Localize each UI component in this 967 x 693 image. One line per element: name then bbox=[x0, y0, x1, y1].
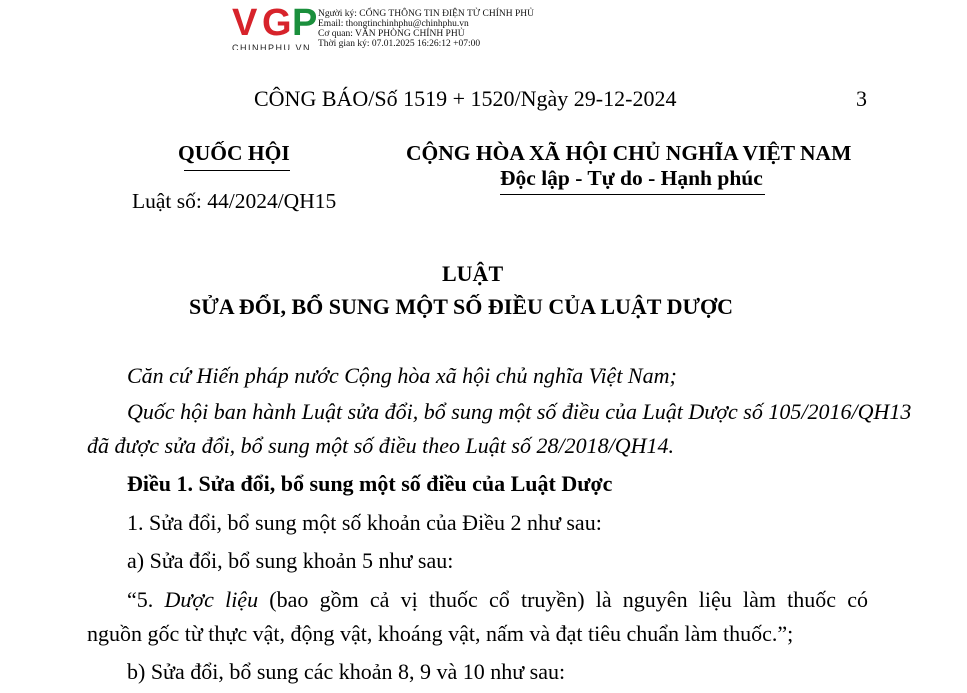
gazette-header: CÔNG BÁO/Số 1519 + 1520/Ngày 29-12-2024 bbox=[254, 86, 677, 111]
logo-subtitle: CHINHPHU.VN bbox=[232, 44, 312, 50]
issuer-name: QUỐC HỘI bbox=[178, 141, 290, 165]
document-title: SỬA ĐỔI, BỔ SUNG MỘT SỐ ĐIỀU CỦA LUẬT DƯỢC bbox=[189, 294, 733, 319]
defined-term: Dược liệu bbox=[164, 587, 259, 612]
quote-open: “5. bbox=[127, 587, 165, 612]
preamble-line-2a: Quốc hội ban hành Luật sửa đổi, bổ sung một số điều của Luật Dược số 105/2016/QH13 bbox=[127, 399, 912, 424]
signature-signer: Người ký: CỔNG THÔNG TIN ĐIỆN TỬ CHÍNH PHỦ bbox=[318, 9, 534, 19]
item-b: b) Sửa đổi, bổ sung các khoản 8, 9 và 10 như sau: bbox=[127, 659, 566, 684]
logo-letter-p: P bbox=[292, 2, 318, 44]
national-title: CỘNG HÒA XÃ HỘI CHỦ NGHĨA VIỆT NAM bbox=[406, 141, 852, 165]
law-number: Luật số: 44/2024/QH15 bbox=[132, 189, 337, 213]
national-motto: Độc lập - Tự do - Hạnh phúc bbox=[500, 166, 763, 190]
vgp-logo bbox=[232, 4, 322, 52]
definition-line-2: nguồn gốc từ thực vật, động vật, khoáng vật, nấm và đạt tiêu chuẩn làm thuốc.”; bbox=[87, 621, 794, 646]
item-1: 1. Sửa đổi, bổ sung một số khoản của Điều 2 như sau: bbox=[127, 510, 602, 535]
item-a: a) Sửa đổi, bổ sung khoản 5 như sau: bbox=[127, 548, 454, 573]
signature-agency: Cơ quan: VĂN PHÒNG CHÍNH PHỦ bbox=[318, 29, 465, 39]
document-type: LUẬT bbox=[442, 261, 504, 286]
logo-letter-g: G bbox=[262, 2, 292, 44]
article-1-heading: Điều 1. Sửa đổi, bổ sung một số điều của Luật Dược bbox=[127, 471, 613, 496]
definition-text: (bao gồm cả vị thuốc cổ truyền) là nguyên liệu làm thuốc có bbox=[258, 587, 869, 612]
signature-time: Thời gian ký: 07.01.2025 16:26:12 +07:00 bbox=[318, 39, 481, 49]
definition-line-1 bbox=[127, 587, 868, 613]
motto-underline bbox=[500, 194, 765, 195]
signature-email: Email: thongtinchinhphu@chinhphu.vn bbox=[318, 19, 469, 29]
preamble-line-1: Căn cứ Hiến pháp nước Cộng hòa xã hội chủ nghĩa Việt Nam; bbox=[127, 363, 677, 388]
page-number: 3 bbox=[856, 86, 867, 111]
logo-letter-v: V bbox=[232, 2, 257, 44]
issuer-underline bbox=[184, 170, 290, 171]
preamble-line-2b: đã được sửa đổi, bổ sung một số điều theo Luật số 28/2018/QH14. bbox=[87, 433, 674, 458]
